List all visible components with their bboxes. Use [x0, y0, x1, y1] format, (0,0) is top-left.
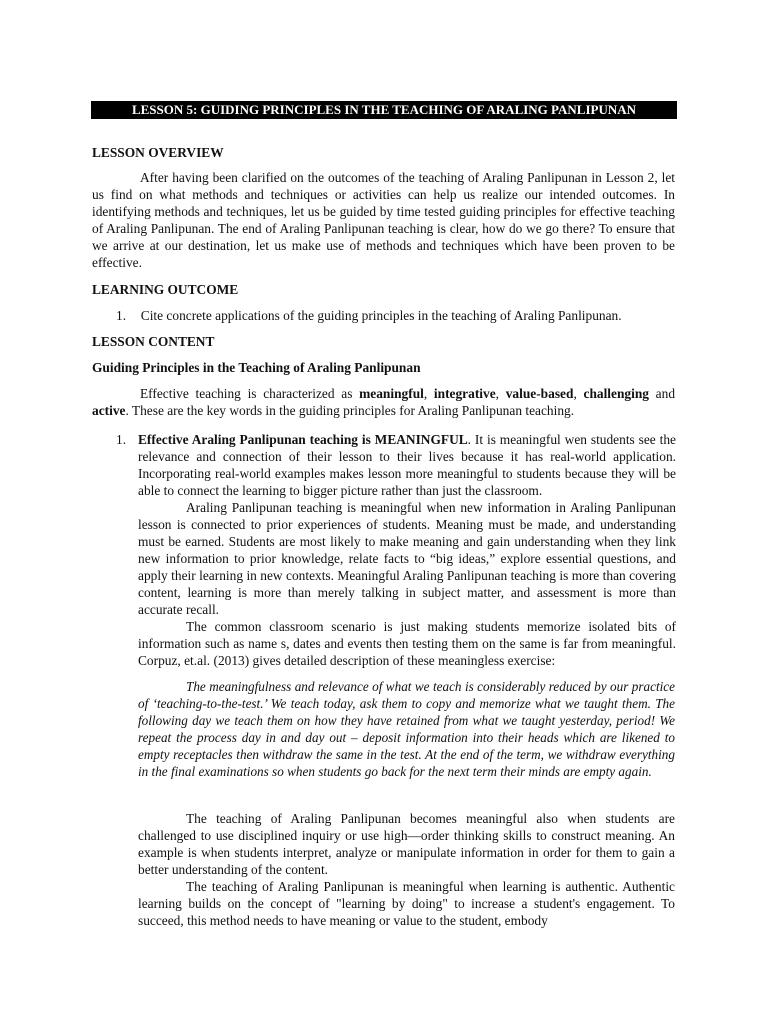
after-quote-paragraph-2	[138, 878, 675, 929]
after-quote-text-1: The teaching of Araling Panlipunan becomes meaningful also when students are challenged to use disciplined inquiry or use high—order thinking skills to construct meaning. An example is when students interpret, analyze or manipulate information in order for them to gain a better understanding of the content.	[138, 811, 675, 877]
block-quote	[138, 678, 675, 780]
intro-paragraph	[92, 385, 675, 419]
keyword-active: active	[92, 403, 126, 418]
after-quote-paragraph-1	[138, 810, 675, 878]
principle-1-paragraph-3	[138, 618, 676, 669]
principle-item-1	[116, 431, 676, 669]
principle-1-paragraph-1	[138, 431, 676, 499]
keyword-value-based: value-based	[505, 386, 574, 401]
principles-heading: Guiding Principles in the Teaching of Araling Panlipunan	[92, 360, 421, 375]
overview-text: After having been clarified on the outcomes of the teaching of Araling Panlipunan in Lesson 2, let us find on what methods and techniques or activities can help us realize our intended outcomes. In identifying methods and techniques, let us be guided by time tested guiding principles for effective teaching of Araling Panlipunan. The end of Araling Panlipunan teaching is clear, how do we go there? To ensure that we arrive at our destination, let us make use of methods and techniques which have been proven to be effective.	[92, 170, 675, 270]
after-quote-section	[138, 810, 675, 929]
keyword-meaningful: meaningful	[359, 386, 424, 401]
after-quote-text-2: The teaching of Araling Panlipunan is meaningful when learning is authentic. Authentic learning builds on the concept of "learning by doing" to increase a student's engagement. To succeed, this method needs to have meaning or value to the student, embody	[138, 879, 675, 928]
overview-paragraph	[92, 169, 675, 271]
outcome-item	[116, 307, 622, 324]
overview-heading: LESSON OVERVIEW	[92, 145, 224, 160]
content-heading: LESSON CONTENT	[92, 334, 215, 349]
quote-text: The meaningfulness and relevance of what we teach is considerably reduced by our practice of ‘teaching-to-the-test.’ We teach today, ask them to copy and memorize what we taught them. The following day we teach them on how they have retained from what we taught yesterday, period! We repeat the process day in and day out – deposit information into their heads which are likened to empty receptacles then withdraw the same in the test. At the end of the term, we withdraw everything in the final examinations so when students go back for the next term their minds are empty again.	[138, 679, 675, 779]
principle-1-paragraph-2	[138, 499, 676, 618]
intro-text-2: ,	[423, 386, 434, 401]
intro-text-3: ,	[495, 386, 506, 401]
intro-text-5: and	[648, 386, 676, 401]
intro-text-4: ,	[573, 386, 584, 401]
principle-1-text-2: Araling Panlipunan teaching is meaningful when new information in Araling Panlipunan lesson is connected to prior experiences of students. Meaning must be made, and understanding must be earned. Students are most likely to make meaning and gain understanding when they link new information to prior knowledge, relate facts to “big ideas,” explore essential questions, and apply their learning in new contexts. Meaningful Araling Panlipunan teaching is more than covering content, learning is more than merely talking in subject matter, and assessment is more than accurate recall.	[138, 500, 676, 617]
principle-1-lead-rest: . It is meaningful wen students see the relevance and connection of their lesson to their lives because it has real-world application. Incorporating real-world examples makes lesson more meaningful to students because they will be able to connect the learning to bigger picture rather than just the classroom.	[138, 432, 676, 498]
outcome-heading: LEARNING OUTCOME	[92, 282, 239, 297]
principle-1-text-3: The common classroom scenario is just making students memorize isolated bits of information such as name s, dates and events then testing them on the same is far from meaningful. Corpuz, et.al. (2013) gives detailed description of these meaningless exercise:	[138, 619, 676, 668]
lesson-title: LESSON 5: GUIDING PRINCIPLES IN THE TEACHING OF ARALING PANLIPUNAN	[91, 101, 677, 119]
intro-text-6: . These are the key words in the guiding principles for Araling Panlipunan teaching.	[125, 403, 575, 418]
principle-1-lead: Effective Araling Panlipunan teaching is MEANINGFUL	[138, 432, 468, 447]
outcome-number: 1.	[116, 308, 127, 323]
outcome-text: Cite concrete applications of the guiding principles in the teaching of Araling Panlipunan.	[140, 308, 622, 323]
intro-text-1: Effective teaching is characterized as	[140, 386, 360, 401]
principle-number: 1.	[116, 432, 127, 447]
keyword-integrative: integrative	[433, 386, 496, 401]
keyword-challenging: challenging	[583, 386, 649, 401]
